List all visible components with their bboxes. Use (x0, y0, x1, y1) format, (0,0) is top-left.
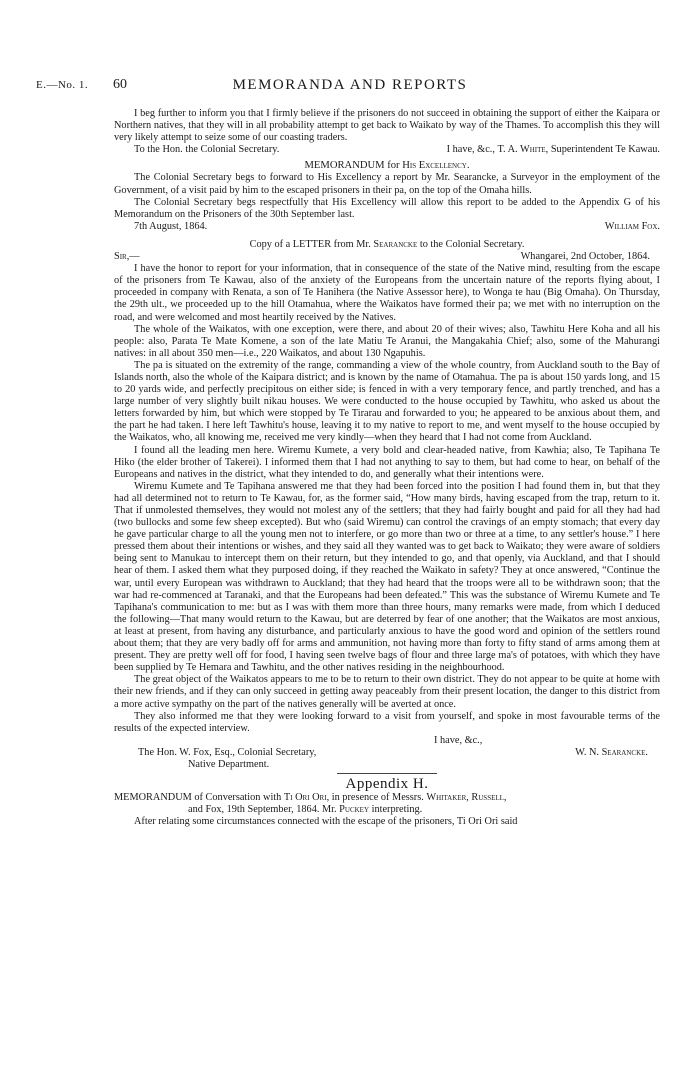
letter-paragraph: Wiremu Kumete and Te Tapihana answered me that they had been forced into the position I had found them in, but that they had all determined not to return to Te Kawau, for, as the former said, “How many birds, having escaped from the trap, return to it. That if unmolested themselves, they would not molest any of the settlers; that they had fairly bought and paid for all they had had (two bullocks and some few sheep excepted). But who (said Wiremu) can control the cravings of an empty stomach; that every day he gave particular charge to all the young men not to interfere, or go more than two or three at a time, to any settler's house.” I here pressed them about their intentions or wishes, and they said all they wanted was to get back to Waikato; they were aware of soldiers being sent to Manukau to intercept them on their return, but they intended to go, and that openly, via Auckland, and that I should hear of them. I asked them what they purposed doing, if they reached the Waikato in safety? They at once answered, “Continue the war, until every European was withdrawn to Auckland; that they had heard that the troops were all to be withdrawn soon; that the war had re-commenced at Taranaki, and that the Europeans had been defeated.” This was the substance of Wiremu Kumete and Te Tapihana's communication to me: but as I was with them more than three hours, many remarks were made, from which I deduced the following—That many would return to the Kawau, but are deterred by fear of one another; that the Waikatos are most anxious, at least at present, from having any disturbance, and particularly anxious to have the good word and opinion of the settlers round about them; that they are very badly off for arms and ammunition, not having more than forty to fifty stand of arms among them at present. They are pretty well off for food, I having seen twelve bags of flour and three large ma's of potatoes, with which they have been supplied by Te Hemara and Tawhitu, and the other natives residing in the neighbourhood. (114, 480, 660, 674)
letter-place-date: Whangarei, 2nd October, 1864. (520, 251, 650, 263)
letter-closing: I have, &c., (434, 734, 483, 746)
letter-addressee-department: Native Department. (188, 758, 270, 770)
memo-signoff: 7th August, 1864. William Fox. (114, 221, 660, 233)
letter-paragraph: They also informed me that they were looking forward to a visit from yourself, and spoke in most favourable terms of the results of the expected interview. (114, 710, 660, 734)
page-header (0, 79, 700, 99)
memo-date: 7th August, 1864. (134, 220, 208, 232)
opening-signoff (114, 144, 660, 156)
section-divider (337, 773, 437, 774)
opening-signature-name: T. A. White (497, 144, 546, 156)
opening-addressee: To the Hon. the Colonial Secretary. (134, 144, 280, 156)
memo-paragraph-2: The Colonial Secretary begs respectfully that His Excellency will allow this report to be added to the Appendix G of his Memorandum on the Prisoners of the 30th September last. (114, 196, 660, 220)
letter-paragraph: The great object of the Waikatos appears to me to be to return to their own district. They do not appear to be quite at home with their new friends, and if they can only succeed in getting away peaceably from their present location, the danger to this district from a more active sympathy on the part of the natives generally will be averted at once. (114, 674, 660, 710)
appendix-paragraph: After relating some circumstances connected with the escape of the prisoners, Ti Ori Ori said (134, 816, 518, 828)
appendix-memo-heading: MEMORANDUM of Conversation with Ti Ori Ori, in presence of Messrs. Whitaker, Russell, and Fox, 19th September, 1864. Mr. Puckey interpreting. (114, 792, 507, 816)
letter-paragraph: The whole of the Waikatos, with one exception, were there, and about 20 of their wives; also, Tawhitu Here Koha and all his people: also, Parata Te Mate Komene, a son of the late Matiu Te Aranui, the Mangakahia Chief; also, some of the Mahurangi natives: in all about 350 men—i.e., 220 Waikatos, and about 130 Ngapuhis. (114, 323, 660, 359)
letter-paragraph: I found all the leading men here. Wiremu Kumete, a very bold and clear-headed native, from Kawhia; also, Te Tapihana Te Hiko (the elder brother of Takerei). I informed them that I had not anything to say to them, but had come to hear, on behalf of the Europeans and natives in the district, what they intended to do, and generally what their intentions were. (114, 444, 660, 480)
running-title: MEMORANDA AND REPORTS (232, 77, 468, 93)
letter-salutation: Sir,— (114, 251, 140, 263)
opening-signature-line: I have, &c., T. A. White, Superintendent Te Kawau. (446, 144, 660, 156)
memo-signature: William Fox (604, 220, 658, 232)
letter-salutation-row (114, 251, 660, 263)
body-text (114, 108, 660, 828)
letter-signoff (114, 747, 660, 759)
memo-paragraph-1: The Colonial Secretary begs to forward to His Excellency a report by Mr. Searancke, a Surveyor in the employment of the Government, of a visit paid by him to the escaped prisoners in their pa, on the top of the Omaha hills. (114, 172, 660, 196)
letter-signature: W. N. Searancke. (575, 746, 648, 758)
document-reference: E.—No. 1. (36, 79, 89, 91)
memo-heading: MEMORANDUM for His Excellency. (304, 160, 470, 172)
letter-addressee: The Hon. W. Fox, Esq., Colonial Secretary, (138, 746, 317, 758)
opening-paragraph: I beg further to inform you that I firmly believe if the prisoners do not succeed in obtaining the support of either the Kaipara or Northern natives, that they will in all probability attempt to get back to Waikato by way of the Thames. To accomplish this they will very likely attempt to seize some of our coasting traders. (114, 108, 660, 144)
page-number: 60 (113, 77, 127, 92)
appendix-title: Appendix H. (345, 776, 429, 793)
letter-paragraph: The pa is situated on the extremity of the range, commanding a view of the whole country, from Auckland south to the Bay of Islands north, also the whole of the Kaipara district; and is known by the name of Otamahua. The pa is about 150 yards long, and 15 to 20 yards wide, and perfectly precipitous on either side; is fenced in with a very temporary fence, and partly trenched, and has a large number of very slightly built nikau houses. We were conducted to the house occupied by Tawhitu, who asked us about the letters forwarded by him, but which were stopped by Te Tirarau and forwarded to you; he appeared to be anxious about them, and the part he had taken. I here left Tawhitu's house, leaving it to my native to report to me, and went myself to the house occupied by the Waikatos, who, all knowing me, received me very kindly—when they heard that I had not come from Auckland. (114, 359, 660, 444)
letter-paragraph: I have the honor to report for your information, that in consequence of the state of the Native mind, resulting from the escape of the prisoners from Te Kawau, also of the anxiety of the Europeans from the uncertain nature of the reports flying about, I proceeded in company with Renata, a son of Te Hanihera (the Native Assessor here), to Wonga te hau (Big Omaha). On Thursday, the 29th ult., we proceeded up to the hill Otamahua, where the Waikatos have formed their pa; we met with no interruption on the road, and were welcomed and most heartily received by the Natives. (114, 263, 660, 323)
letter-heading: Copy of a LETTER from Mr. Searancke to the Colonial Secretary. (249, 238, 525, 250)
